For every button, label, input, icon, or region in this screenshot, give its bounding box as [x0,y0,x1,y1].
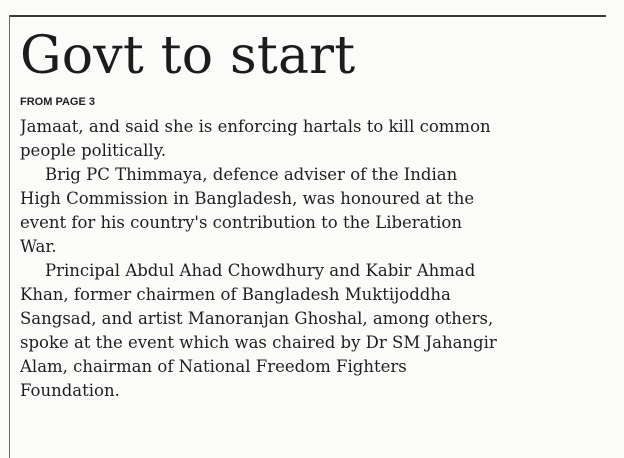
paragraph-3-line-3: Sangsad, and artist Manoranjan Ghoshal, among others, [20,309,494,328]
paragraph-1-line-1: Jamaat, and said she is enforcing hartals to kill common [20,117,491,136]
paragraph-3-line-2: Khan, former chairmen of Bangladesh Muktijoddha [20,285,451,304]
paragraph-2-line-3: event for his country's contribution to the Liberation [20,213,462,232]
paragraph-1-line-2: people politically. [20,141,167,160]
paragraph-3-line-4: spoke at the event which was chaired by Dr SM Jahangir [20,333,497,352]
paragraph-2-line-2: High Commission in Bangladesh, was honoured at the [20,189,475,208]
article-body [20,115,610,403]
paragraph-3-line-1: Principal Abdul Ahad Chowdhury and Kabir Ahmad [45,261,476,280]
headline: Govt to start [20,26,356,86]
paragraph-3-line-5: Alam, chairman of National Freedom Fighters [20,357,407,376]
paragraph-3-line-6: Foundation. [20,381,120,400]
continuation-label: FROM PAGE 3 [20,96,95,108]
top-rule [10,15,606,17]
paragraph-2-line-1: Brig PC Thimmaya, defence adviser of the Indian [45,165,458,184]
left-column-rule [9,15,10,458]
paragraph-2-line-4: War. [20,237,57,256]
